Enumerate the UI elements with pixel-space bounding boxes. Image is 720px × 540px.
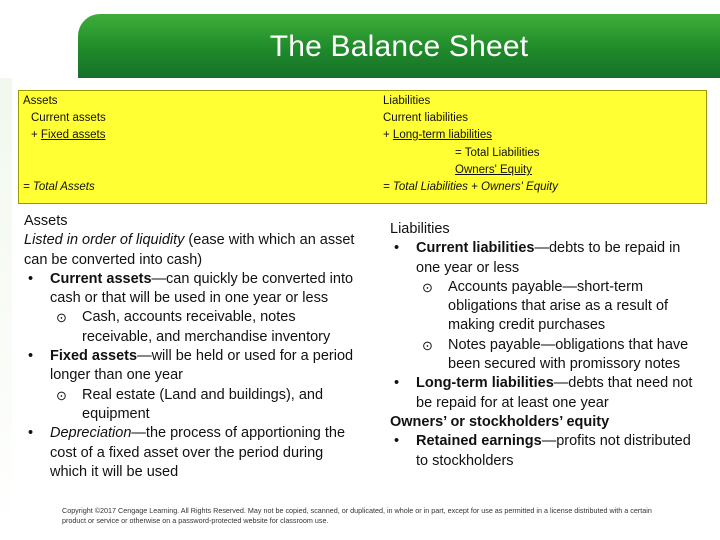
- liquidity-line: [24, 231, 364, 270]
- liquidity-rest: (ease with which an asset can be converted into cash): [24, 232, 355, 268]
- summary-long-term-liabilities: [383, 128, 492, 142]
- liabilities-heading: Liabilities: [390, 221, 450, 237]
- summary-plus: +: [31, 129, 41, 141]
- bullet-depreciation: • Depreciation—the process of apportioning the cost of a fixed asset over the period during which it will be used: [28, 425, 346, 480]
- assets-column: [24, 212, 364, 482]
- bullet-current-assets: • Current assets—can quickly be converted into cash or that will be used in one year or less: [28, 270, 354, 307]
- bullet-marker: •: [394, 375, 400, 392]
- liquidity-term: Listed in order of liquidity: [24, 232, 185, 249]
- liabilities-column: [390, 220, 705, 471]
- bullet-marker: •: [28, 348, 34, 365]
- bullet-marker: •: [394, 433, 400, 450]
- slide-title: The Balance Sheet: [269, 30, 529, 63]
- summary-liabilities: Liabilities: [383, 95, 431, 107]
- sub-marker: ⊙: [56, 310, 67, 326]
- summary-fixed-assets-label: Fixed assets: [40, 129, 106, 141]
- summary-current-liabilities: Current liabilities: [383, 112, 469, 124]
- sub-current-assets-examples: ⊙ Cash, accounts receivable, notes receivable, and merchandise inventory: [56, 309, 331, 345]
- bullet-long-term-liabilities: • Long-term liabilities—debts that need not be repaid for at least one year: [394, 375, 693, 411]
- bullet-fixed-assets: • Fixed assets—will be held or used for a period longer than one year: [28, 348, 354, 384]
- sub-fixed-assets-examples: ⊙ Real estate (Land and buildings), and equipment: [56, 386, 324, 422]
- summary-owners-equity: Owners' Equity: [455, 164, 532, 176]
- summary-fixed-assets: [31, 128, 105, 142]
- summary-long-term-label: Long-term liabilities: [392, 129, 492, 141]
- summary-box: [18, 90, 707, 204]
- bullet-current-liabilities: • Current liabilities—debts to be repaid in one year or less: [394, 240, 681, 276]
- bullet-marker: •: [394, 240, 400, 257]
- bullet-marker: •: [28, 270, 34, 287]
- summary-total-liabilities: = Total Liabilities: [455, 147, 540, 159]
- summary-total-assets: = Total Assets: [23, 181, 95, 193]
- left-rail: [0, 78, 12, 540]
- sub-marker: ⊙: [422, 337, 433, 353]
- summary-assets: Assets: [23, 95, 58, 107]
- sub-marker: ⊙: [422, 279, 433, 295]
- copyright-footer: Copyright ©2017 Cengage Learning. All Rights Reserved. May not be copied, scanned, or duplicated, in whole or in part, except for use as permitted in a license distributed with a certain product or service or otherwise on a password-protected website for classroom use.: [62, 506, 652, 525]
- sub-marker: ⊙: [56, 387, 67, 403]
- assets-heading: Assets: [24, 213, 68, 229]
- summary-current-assets: Current assets: [31, 112, 106, 124]
- bullet-retained-earnings: • Retained earnings—profits not distributed to stockholders: [394, 433, 691, 469]
- bullet-marker: •: [28, 425, 34, 442]
- owners-equity-heading: Owners’ or stockholders’ equity: [390, 413, 610, 430]
- summary-total-liab-equity: = Total Liabilities + Owners' Equity: [383, 181, 558, 193]
- sub-notes-payable: ⊙ Notes payable—obligations that have been secured with promissory notes: [422, 336, 689, 373]
- summary-plus-2: +: [383, 129, 393, 141]
- sub-accounts-payable: ⊙ Accounts payable—short-term obligations that arise as a result of making credit purchases: [422, 278, 669, 334]
